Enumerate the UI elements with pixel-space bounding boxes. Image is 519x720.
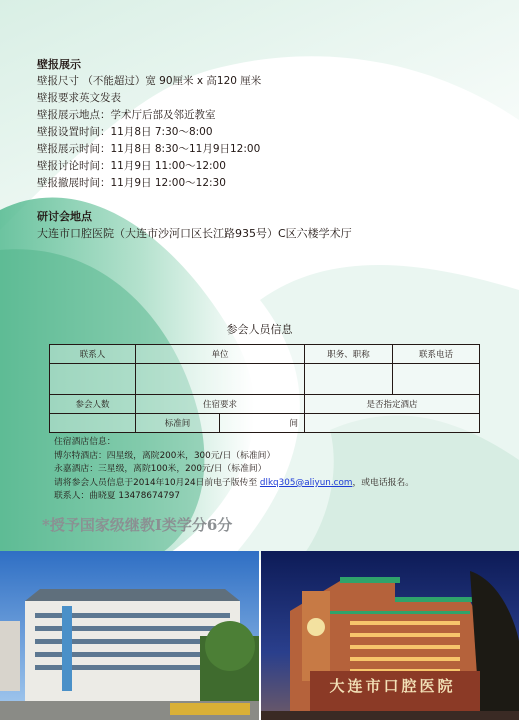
poster-section [37, 56, 417, 192]
email-link[interactable]: dlkq305@aliyun.com [259, 477, 353, 488]
attendee-count-label: 参会人数 [50, 395, 136, 414]
header-phone: 联系电话 [393, 345, 480, 364]
hotel-info [54, 436, 494, 504]
phone-cell[interactable] [393, 364, 480, 395]
hotel-line: 博尔特酒店：四星级，离院200米，300元/日（标准间） [54, 450, 276, 461]
standard-room-label: 标准间 [136, 414, 220, 433]
venue-address: 大连市口腔医院（大连市沙河口区长江路935号）C区六楼学术厅 [37, 227, 352, 240]
lodging-label: 住宿要求 [136, 395, 305, 414]
venue-heading: 研讨会地点 [37, 210, 92, 223]
contact-person: 联系人：曲晓夏 13478674797 [54, 491, 180, 502]
registration-form [49, 344, 480, 433]
header-title: 职务、职称 [305, 345, 393, 364]
unit-cell[interactable] [136, 364, 305, 395]
poster-line: 壁报展示时间：11月8日 8:30～11月9日12:00 [37, 143, 261, 155]
submission-text-end: ，或电话报名。 [352, 477, 415, 488]
hotel-choice-cell[interactable] [305, 414, 480, 433]
hospital-sign: 大连市口腔医院 [329, 677, 456, 695]
poster-line: 壁报设置时间：11月8日 7:30～8:00 [37, 126, 213, 138]
room-unit-label: 间 [289, 419, 299, 429]
hotel-line: 永嘉酒店：三星级，离院100米，200元/日（标准间） [54, 464, 267, 475]
poster-line: 壁报要求英文发表 [37, 92, 121, 104]
submission-text: 请将参会人员信息于2014年10月24日前电子版传至 [54, 477, 260, 488]
poster-line: 壁报展示地点：学术厅后部及邻近教室 [37, 109, 216, 121]
contact-cell[interactable] [50, 364, 136, 395]
hotel-choice-label: 是否指定酒店 [305, 395, 480, 414]
poster-line: 壁报尺寸 （不能超过）宽 90厘米 x 高120 厘米 [37, 75, 262, 87]
hotel-heading: 住宿酒店信息： [54, 437, 116, 447]
header-contact: 联系人 [50, 345, 136, 364]
header-unit: 单位 [136, 345, 305, 364]
attendee-count-cell[interactable] [50, 414, 136, 433]
poster-line: 壁报撤展时间：11月9日 12:00～12:30 [37, 177, 226, 189]
submission-line [54, 477, 494, 491]
daytime-building-photo [0, 551, 259, 720]
room-count-cell[interactable] [220, 414, 305, 433]
poster-line: 壁报讨论时间：11月9日 11:00～12:00 [37, 160, 226, 172]
poster-heading: 壁报展示 [37, 58, 81, 71]
form-title: 参会人员信息 [226, 323, 293, 336]
credit-note: *授予国家级继教Ⅰ类学分6分 [42, 516, 233, 534]
venue-section [37, 208, 497, 242]
title-cell[interactable] [305, 364, 393, 395]
